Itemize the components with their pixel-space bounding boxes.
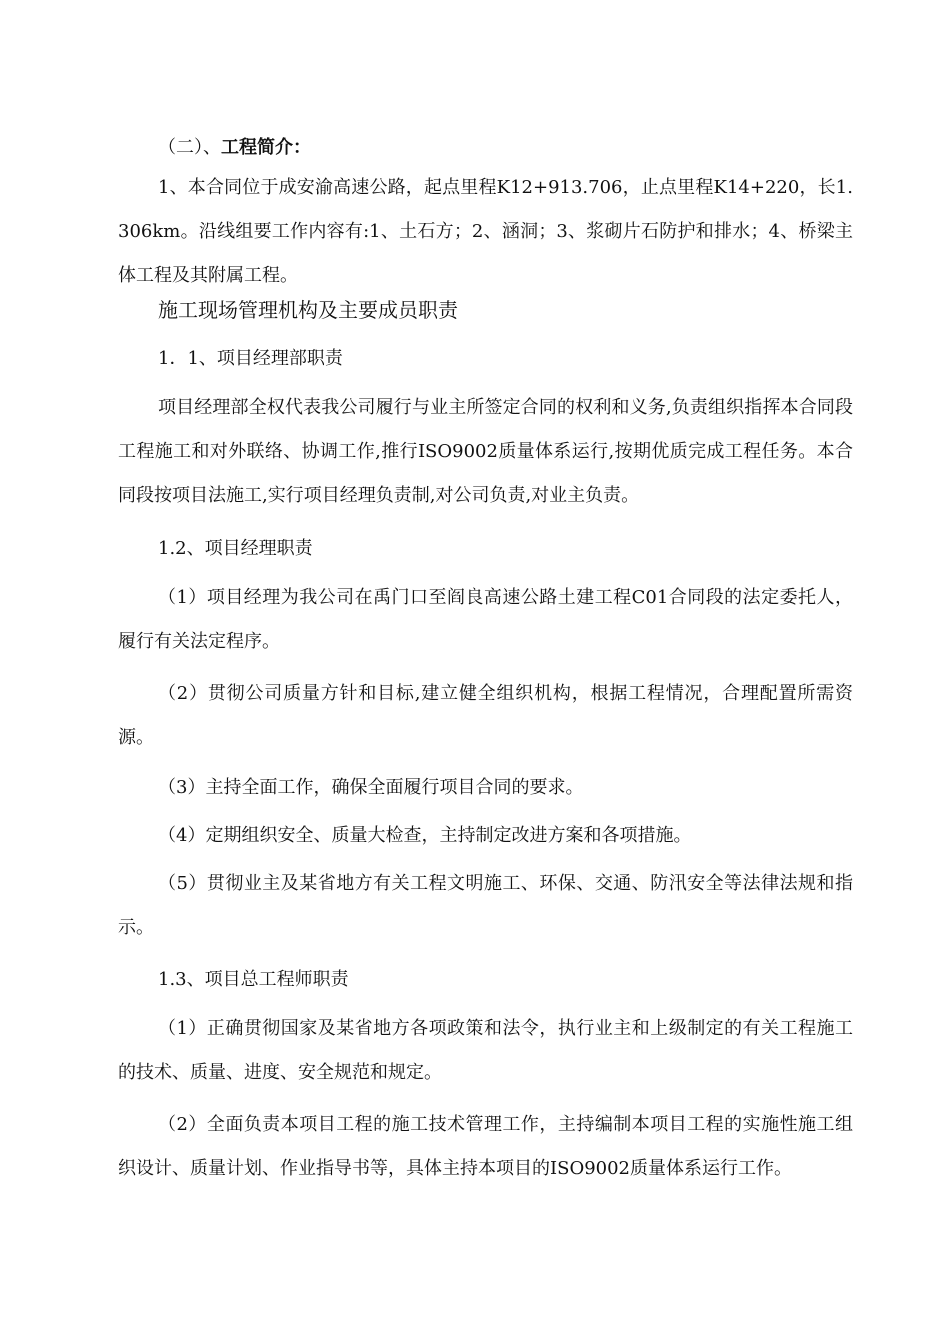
list-item: （3）主持全面工作，确保全面履行项目合同的要求。: [158, 777, 584, 798]
list-item: （4）定期组织安全、质量大检查，主持制定改进方案和各项措施。: [158, 825, 692, 846]
section-heading: [118, 126, 853, 170]
list-item: （2）全面负责本项目工程的施工技术管理工作，主持编制本项目工程的实施性施工组织设计、质量计划、作业指导书等，具体主持本项目的ISO9002质量体系运行工作。: [118, 1114, 853, 1179]
list-item: （5）贯彻业主及某省地方有关工程文明施工、环保、交通、防汛安全等法律法规和指示。: [118, 873, 853, 938]
subsection-1-1-title: 1．1、项目经理部职责: [158, 348, 343, 369]
subsection-1-3-title: 1.3、项目总工程师职责: [158, 969, 349, 990]
intro-paragraph: 1、本合同位于成安渝高速公路，起点里程K12+913.706，止点里程K14+220，长1.306km。沿线组要工作内容有:1、土石方；2、涵洞；3、浆砌片石防护和排水；4、桥梁主体工程及其附属工程。: [118, 177, 853, 286]
list-item: （1）正确贯彻国家及某省地方各项政策和法令，执行业主和上级制定的有关工程施工的技术、质量、进度、安全规范和规定。: [118, 1018, 853, 1083]
list-item: （2）贯彻公司质量方针和目标,建立健全组织机构，根据工程情况，合理配置所需资源。: [118, 683, 853, 748]
subsection-1-1-body: 项目经理部全权代表我公司履行与业主所签定合同的权利和义务,负责组织指挥本合同段工程施工和对外联络、协调工作,推行ISO9002质量体系运行,按期优质完成工程任务。本合同段按项目法施工,实行项目经理负责制,对公司负责,对业主负责。: [118, 397, 853, 506]
section-title: 施工现场管理机构及主要成员职责: [158, 298, 458, 322]
list-item: （1）项目经理为我公司在禹门口至阎良高速公路土建工程C01合同段的法定委托人，履行有关法定程序。: [118, 587, 853, 652]
heading-bold-text: 工程简介：: [221, 137, 311, 158]
subsection-1-2-title: 1.2、项目经理职责: [158, 538, 313, 559]
heading-prefix: （二）、: [158, 137, 221, 158]
